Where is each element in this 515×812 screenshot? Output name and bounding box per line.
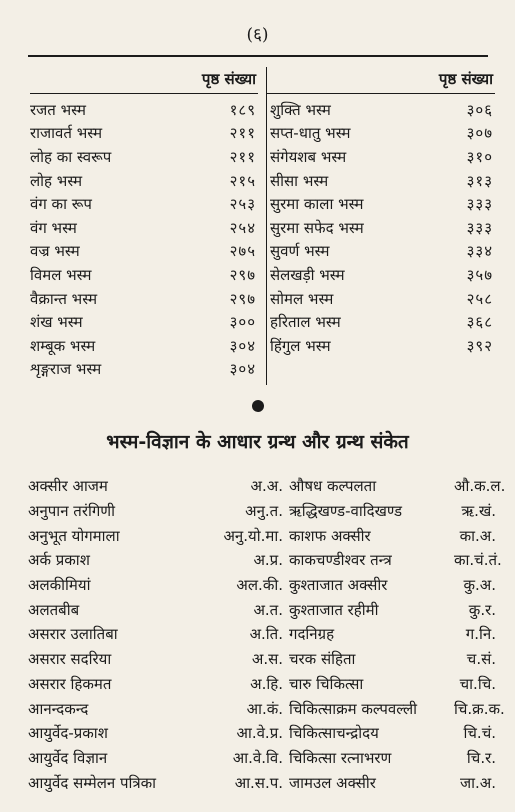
- reference-abbr: अ.त.: [253, 600, 283, 619]
- page-number-cell: २११: [229, 124, 256, 143]
- item-name: हिंगुल भस्म: [270, 336, 331, 355]
- reference-row: [28, 548, 502, 573]
- table-row: [267, 192, 495, 216]
- reference-name: असरार हिकमत: [28, 674, 112, 693]
- page-number-cell: ३०७: [466, 124, 493, 143]
- item-name: वंग भस्म: [30, 218, 77, 237]
- page-number-cell: ३१३: [466, 171, 493, 190]
- reference-name: गदनिग्रह: [289, 625, 335, 644]
- reference-name: अक्सीर आजम: [28, 477, 108, 496]
- item-name: सुरमा काला भस्म: [270, 195, 364, 214]
- right-table-rows: [267, 98, 495, 358]
- reference-name: असरार सदरिया: [28, 650, 112, 669]
- reference-name: औषध कल्पलता: [289, 477, 377, 496]
- page-number-cell: ३०६: [466, 100, 493, 119]
- table-row: [30, 240, 258, 264]
- table-row: [30, 216, 258, 240]
- table-row: [30, 145, 258, 169]
- item-name: वंग का रूप: [30, 195, 92, 214]
- reference-name: चिकित्साचन्द्रोदय: [289, 724, 379, 743]
- reference-row: [28, 622, 496, 647]
- reference-abbr: का.चं.तं.: [454, 551, 502, 570]
- table-row: [267, 98, 495, 122]
- table-row: [267, 145, 495, 169]
- reference-name: आयुर्वेद विज्ञान: [28, 748, 108, 767]
- reference-abbr: चा.चि.: [459, 674, 496, 693]
- reference-abbr: अ.स.: [251, 650, 283, 669]
- page-number-cell: २५८: [466, 289, 493, 308]
- reference-abbr: अ.अ.: [250, 477, 283, 496]
- reference-abbr: अनु.यो.मा.: [223, 526, 283, 545]
- item-name: रजत भस्म: [30, 100, 86, 119]
- page-number-cell: २९७: [229, 289, 256, 308]
- reference-abbr: ऋ.खं.: [461, 502, 496, 521]
- item-name: सुवर्ण भस्म: [270, 242, 330, 261]
- page-number: (६): [246, 25, 269, 45]
- reference-name: अर्क प्रकाश: [28, 551, 90, 570]
- left-table-rows: [30, 98, 258, 381]
- item-name: शृङ्गराज भस्म: [30, 360, 102, 379]
- item-name: सुरमा सफेद भस्म: [270, 218, 364, 237]
- reference-abbr: अनु.त.: [245, 502, 283, 521]
- page-number-cell: २११: [229, 147, 256, 166]
- reference-row: [28, 474, 506, 499]
- reference-row: [28, 672, 496, 697]
- reference-row: [28, 770, 496, 795]
- page-number-cell: २९७: [229, 265, 256, 284]
- reference-list: [28, 474, 506, 795]
- right-table-header: पृष्ठ संख्या: [267, 67, 495, 94]
- page-number-cell: ३१०: [466, 147, 493, 166]
- page-number-cell: ३६८: [466, 313, 493, 332]
- item-name: हरिताल भस्म: [270, 313, 341, 332]
- item-name: लोह का स्वरूप: [30, 147, 112, 166]
- page-number-cell: ३३४: [466, 242, 493, 261]
- reference-name: जामउल अक्सीर: [289, 773, 376, 792]
- table-row: [30, 287, 258, 311]
- item-name: शम्बूक भस्म: [30, 336, 96, 355]
- page-number-cell: ३३३: [466, 195, 493, 214]
- table-row: [30, 334, 258, 358]
- table-row: [267, 310, 495, 334]
- reference-name: ऋद्धिखण्ड-वादिखण्ड: [289, 502, 402, 521]
- item-name: सोमल भस्म: [270, 289, 334, 308]
- item-name: सीसा भस्म: [270, 171, 329, 190]
- table-row: [267, 287, 495, 311]
- reference-name: अलतबीब: [28, 600, 80, 619]
- reference-name: आयुर्वेद-प्रकाश: [28, 724, 108, 743]
- right-table: [266, 67, 495, 385]
- top-rule: [28, 55, 488, 57]
- table-row: [30, 310, 258, 334]
- item-name: विमल भस्म: [30, 265, 92, 284]
- page-number-cell: ३९२: [466, 336, 493, 355]
- reference-name: असरार उलातिबा: [28, 625, 118, 644]
- reference-abbr: आ.वे.वि.: [232, 748, 283, 767]
- reference-name: आनन्दकन्द: [28, 699, 89, 718]
- reference-row: [28, 647, 496, 672]
- reference-row: [28, 721, 496, 746]
- reference-name: अनुपान तरंगिणी: [28, 502, 116, 521]
- reference-name: चिकित्सा रत्नाभरण: [289, 748, 392, 767]
- reference-name: चिकित्साक्रम कल्पवल्ली: [289, 699, 418, 718]
- reference-abbr: आ.कं.: [246, 699, 283, 718]
- reference-abbr: आ.वे.प्र.: [236, 724, 283, 743]
- reference-abbr: अ.प्र.: [253, 551, 283, 570]
- table-row: [267, 334, 495, 358]
- reference-abbr: चि.क्र.क.: [454, 699, 505, 718]
- table-row: [30, 169, 258, 193]
- item-name: राजावर्त भस्म: [30, 124, 103, 143]
- reference-name: अलकीमियां: [28, 576, 91, 595]
- item-name: संगेयशब भस्म: [270, 147, 347, 166]
- reference-row: [28, 597, 496, 622]
- reference-abbr: चि.र.: [466, 748, 496, 767]
- table-row: [30, 358, 258, 382]
- table-row: [30, 98, 258, 122]
- reference-abbr: औ.क.ल.: [454, 477, 506, 496]
- page-number-cell: २५३: [229, 195, 256, 214]
- reference-row: [28, 696, 505, 721]
- page-number-cell: ३०४: [229, 336, 256, 355]
- reference-abbr: जा.अ.: [459, 773, 496, 792]
- page-number-cell: २५४: [229, 218, 256, 237]
- reference-abbr: आ.स.प.: [234, 773, 283, 792]
- reference-abbr: च.सं.: [466, 650, 496, 669]
- reference-name: कुश्ताजात अक्सीर: [289, 576, 388, 595]
- reference-abbr: अल.की.: [236, 576, 283, 595]
- table-row: [267, 240, 495, 264]
- page-number-cell: ३३३: [466, 218, 493, 237]
- item-name: सेलखड़ी भस्म: [270, 265, 345, 284]
- item-name: सप्त-धातु भस्म: [270, 124, 351, 143]
- table-row: [30, 192, 258, 216]
- page-number-cell: ३००: [229, 313, 256, 332]
- reference-abbr: कु.र.: [468, 600, 496, 619]
- table-row: [30, 263, 258, 287]
- reference-name: काकचण्डीश्वर तन्त्र: [289, 551, 392, 570]
- item-name: शंख भस्म: [30, 313, 83, 332]
- table-row: [267, 216, 495, 240]
- table-row: [267, 169, 495, 193]
- page-number-cell: १८९: [229, 100, 256, 119]
- section-bullet: [252, 400, 264, 412]
- page-number-cell: ३०४: [229, 360, 256, 379]
- reference-name: अनुभूत योगमाला: [28, 526, 120, 545]
- item-name: वैक्रान्त भस्म: [30, 289, 98, 308]
- reference-row: [28, 523, 496, 548]
- reference-row: [28, 499, 496, 524]
- table-row: [30, 122, 258, 146]
- reference-abbr: अ.ति.: [249, 625, 283, 644]
- reference-name: आयुर्वेद सम्मेलन पत्रिका: [28, 773, 157, 792]
- page-number-cell: ३५७: [466, 265, 493, 284]
- table-row: [267, 263, 495, 287]
- reference-row: [28, 746, 496, 771]
- reference-name: कुश्ताजात रहीमी: [289, 600, 379, 619]
- item-name: वज्र भस्म: [30, 242, 80, 261]
- item-name: लोह भस्म: [30, 171, 83, 190]
- left-table-header: पृष्ठ संख्या: [30, 67, 258, 94]
- reference-name: काशफ अक्सीर: [289, 526, 371, 545]
- reference-abbr: का.अ.: [459, 526, 496, 545]
- section-title: भस्म-विज्ञान के आधार ग्रन्थ और ग्रन्थ संकेत: [106, 431, 409, 453]
- reference-abbr: चि.चं.: [463, 724, 496, 743]
- reference-row: [28, 573, 496, 598]
- reference-abbr: ग.नि.: [465, 625, 496, 644]
- reference-abbr: अ.हि.: [250, 674, 283, 693]
- item-name: शुक्ति भस्म: [270, 100, 331, 119]
- reference-abbr: कु.अ.: [463, 576, 496, 595]
- left-table: [30, 67, 258, 381]
- page-number-cell: २१५: [229, 171, 256, 190]
- reference-name: चरक संहिता: [289, 650, 356, 669]
- reference-name: चारु चिकित्सा: [289, 674, 364, 693]
- table-row: [267, 122, 495, 146]
- page-number-cell: २७५: [229, 242, 256, 261]
